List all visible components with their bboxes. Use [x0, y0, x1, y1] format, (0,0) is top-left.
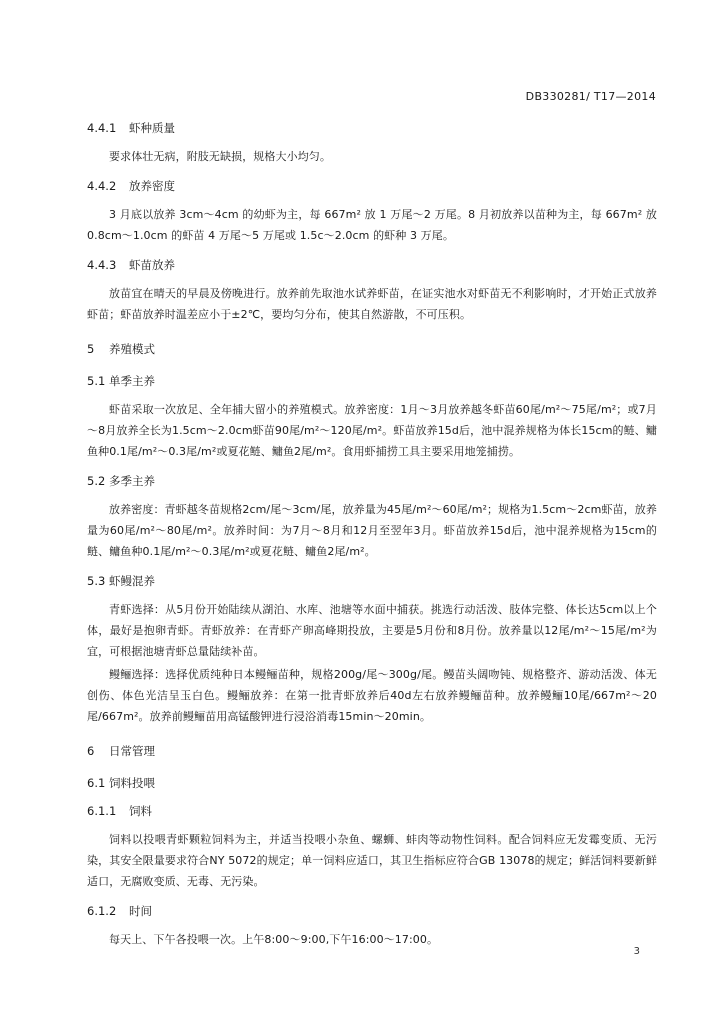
heading-title: 虾种质量 [129, 121, 175, 135]
heading-5-3 [87, 571, 657, 591]
heading-title: 时间 [129, 904, 152, 918]
paragraph-multi-season: 放养密度：青虾越冬苗规格2cm/尾～3cm/尾，放养量为45尾/m²～60尾/m²；规格为1.5cm～2cm虾苗，放养量为60尾/m²～80尾/m²。放养时间：为7月～8月和12月至翌年3月。虾苗放养15d后，池中混养规格为15cm的鲢、鳙鱼种0.1尾/m²～0.3尾/m²或夏花鲢、鳙鱼2尾/m²。 [87, 503, 657, 558]
heading-number: 5.1 [87, 374, 106, 388]
page-number: 3 [633, 946, 640, 957]
document-code-header: DB330281/ T17—2014 [525, 90, 656, 103]
heading-number: 4.4.3 [87, 258, 117, 272]
document-body [87, 118, 657, 959]
heading-title: 放养密度 [129, 179, 175, 193]
heading-title: 单季主养 [109, 374, 155, 388]
heading-title: 养殖模式 [109, 342, 155, 356]
paragraph-feed: 饲料以投喂青虾颗粒饲料为主，并适当投喂小杂鱼、螺蛳、蚌肉等动物性饲料。配合饲料应无发霉变质、无污染，其安全限量要求符合NY 5072的规定；单一饲料应适口，其卫生指标应符合GB 13078的规定；鲜活饲料要新鲜适口，无腐败变质、无毒、无污染。 [87, 833, 657, 888]
heading-4-4-2 [87, 176, 657, 196]
heading-number: 6.1 [87, 776, 106, 790]
heading-number: 6 [87, 744, 95, 758]
heading-title: 日常管理 [109, 744, 155, 758]
heading-4-4-1 [87, 118, 657, 138]
heading-title: 饲料投喂 [109, 776, 155, 790]
paragraph-eel-selection: 鳗鲡选择：选择优质纯种日本鳗鲡苗种，规格200g/尾～300g/尾。鳗苗头阔吻钝、规格整齐、游动活泼、体无创伤、体色光洁呈玉白色。鳗鲡放养：在第一批青虾放养后40d左右放养鳗鲡苗种。放养鳗鲡10尾/667m²～20尾/667m²。放养前鳗鲡苗用高锰酸钾进行浸浴消毒15min～20min。 [87, 668, 657, 723]
heading-4-4-3 [87, 255, 657, 275]
heading-title: 饲料 [129, 804, 152, 818]
heading-title: 虾苗放养 [129, 258, 175, 272]
heading-title: 多季主养 [109, 474, 155, 488]
paragraph-feeding-time: 每天上、下午各投喂一次。上午8:00～9:00,下午16:00～17:00。 [109, 933, 439, 946]
heading-number: 4.4.2 [87, 179, 117, 193]
heading-6-1-1 [87, 801, 657, 821]
paragraph-shrimp-quality: 要求体壮无病，附肢无缺损，规格大小均匀。 [109, 150, 331, 163]
heading-number: 5.3 [87, 574, 106, 588]
heading-number: 6.1.1 [87, 804, 117, 818]
heading-number: 6.1.2 [87, 904, 117, 918]
heading-number: 5.2 [87, 474, 106, 488]
paragraph-single-season: 虾苗采取一次放足、全年捕大留小的养殖模式。放养密度：1月～3月放养越冬虾苗60尾/m²～75尾/m²；或7月～8月放养全长为1.5cm～2.0cm虾苗90尾/m²～120尾/m²。虾苗放养15d后，池中混养规格为体长15cm的鲢、鳙鱼种0.1尾/m²～0.3尾/m²或夏花鲢、鳙鱼2尾/m²。食用虾捕捞工具主要采用地笼捕捞。 [87, 403, 657, 458]
paragraph-stocking-density: 3 月底以放养 3cm～4cm 的幼虾为主，每 667m² 放 1 万尾～2 万尾。8 月初放养以苗种为主，每 667m² 放 0.8cm～1.0cm 的虾苗 4 万尾～5 万尾或 1.5c～2.0cm 的虾种 3 万尾。 [87, 208, 657, 242]
paragraph-shrimp-selection: 青虾选择：从5月份开始陆续从湖泊、水库、池塘等水面中捕获。挑选行动活泼、肢体完整、体长达5cm以上个体，最好是抱卵青虾。青虾放养：在青虾产卵高峰期投放，主要是5月份和8月份。放养量以12尾/m²～15尾/m²为宜，可根据池塘青虾总量陆续补苗。 [87, 603, 657, 658]
heading-5 [87, 339, 657, 359]
heading-number: 4.4.1 [87, 121, 117, 135]
heading-title: 虾鳗混养 [109, 574, 155, 588]
heading-5-2 [87, 471, 657, 491]
heading-6-1 [87, 773, 657, 793]
heading-number: 5 [87, 342, 95, 356]
paragraph-fry-stocking: 放苗宜在晴天的早晨及傍晚进行。放养前先取池水试养虾苗，在证实池水对虾苗无不利影响时，才开始正式放养虾苗；虾苗放养时温差应小于±2℃，要均匀分布，使其自然游散，不可压积。 [87, 287, 657, 321]
heading-5-1 [87, 371, 657, 391]
heading-6 [87, 741, 657, 761]
heading-6-1-2 [87, 901, 657, 921]
